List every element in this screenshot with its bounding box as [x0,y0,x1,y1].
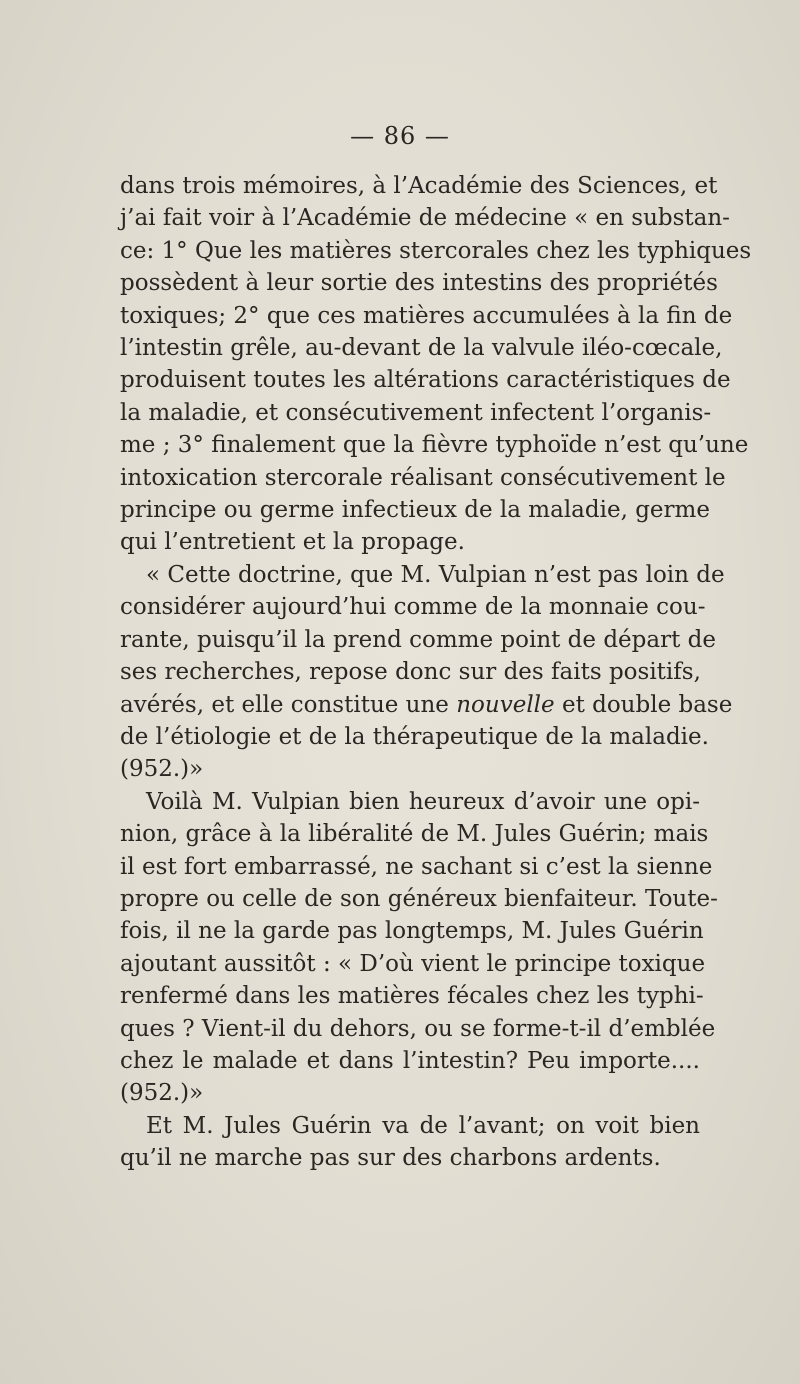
paragraph-3 [120,786,718,1110]
paragraph-4 [120,1110,700,1175]
text-line: Voilà M. Vulpian bien heureux d’avoir une opi- [146,788,700,815]
text-line: toxiques; 2° que ces matières accumulées à la fin de [120,302,733,329]
text-line: nion, grâce à la libéralité de M. Jules Guérin; mais [120,821,709,848]
text-line: renfermé dans les matières fécales chez les typhi- [120,983,704,1010]
body-text [120,170,752,1175]
text-line: dans trois mémoires, à l’Académie des Sciences, et [120,173,718,199]
text-line: chez le malade et dans l’intestin? Peu importe.... [120,1047,700,1074]
text-line: « Cette doctrine, que M. Vulpian n’est pas loin de [146,561,725,588]
text-line: qu’il ne marche pas sur des charbons ardents. [120,1145,661,1172]
text-line: me ; 3° finalement que la fièvre typhoïde n’est qu’une [120,432,749,459]
text-line: il est fort embarrassé, ne sachant si c’est la sienne [120,853,713,880]
page-number: — 86 — [350,122,450,150]
paragraph-1 [120,170,752,559]
paragraph-2 [120,559,733,786]
text-line: de l’étiologie et de la thérapeutique de la maladie. [120,723,709,750]
text-line: Et M. Jules Guérin va de l’avant; on voit bien [146,1112,700,1139]
text-line: (952.)» [120,756,204,783]
text-line: intoxication stercorale réalisant consécutivement le [120,464,726,491]
text-line: possèdent à leur sortie des intestins des propriétés [120,270,718,297]
text-line: l’intestin grêle, au-devant de la valvule iléo-cœcale, [120,335,723,362]
italic-word: nouvelle [456,691,555,718]
text-line: ajoutant aussitôt : « D’où vient le principe toxique [120,950,706,977]
text-line: considérer aujourd’hui comme de la monnaie cou- [120,594,706,621]
text-line: qui l’entretient et la propage. [120,529,465,556]
text-line: ques ? Vient-il du dehors, ou se forme-t-il d’emblée [120,1015,716,1042]
text-line: ce: 1° Que les matières stercorales chez les typhiques [120,237,752,264]
text-line: ses recherches, repose donc sur des faits positifs, [120,659,701,686]
text-line: (952.)» [120,1080,204,1107]
text-line: la maladie, et consécutivement infectent l’organis- [120,399,712,426]
text-line: propre ou celle de son généreux bienfaiteur. Toute- [120,885,718,912]
text-line: principe ou germe infectieux de la maladie, germe [120,497,710,524]
text-line italic-line: avérés, et elle constitue une nouvelle et double base [120,691,733,718]
text-line: j’ai fait voir à l’Académie de médecine « en substan- [120,205,730,232]
text-line: rante, puisqu’il la prend comme point de départ de [120,626,716,653]
text-line: produisent toutes les altérations caractéristiques de [120,367,731,394]
text-line: fois, il ne la garde pas longtemps, M. Jules Guérin [120,918,704,945]
